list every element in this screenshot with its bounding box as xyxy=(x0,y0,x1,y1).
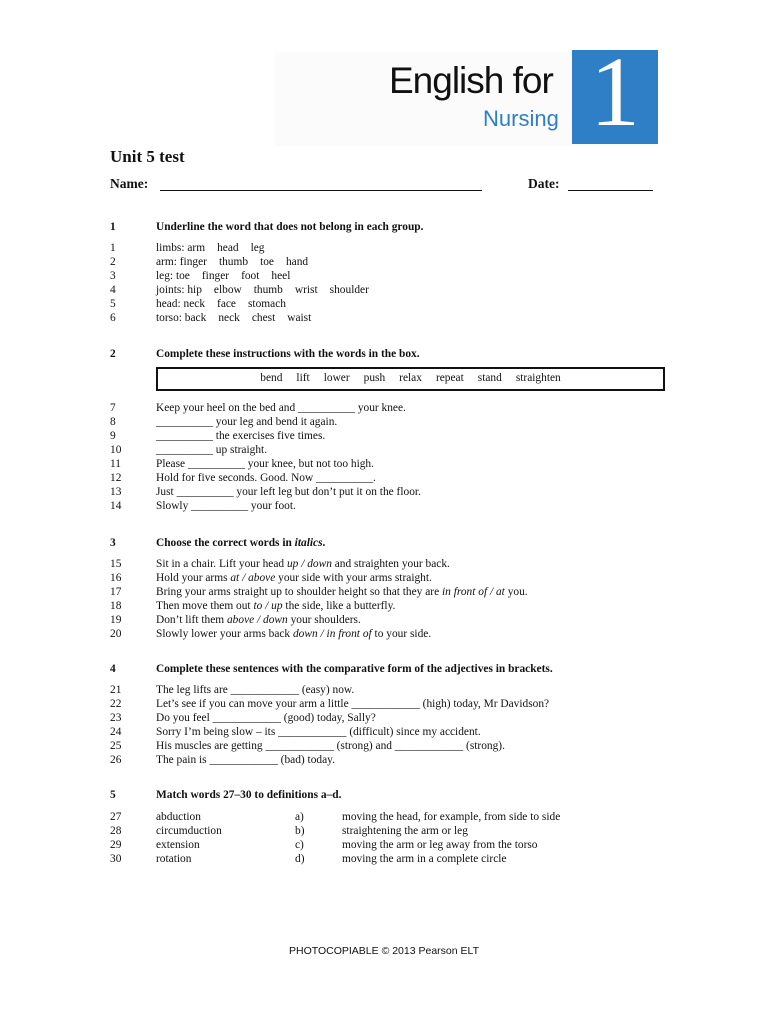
question-number: 15 xyxy=(110,558,122,570)
question-text[interactable]: Slowly __________ your foot. xyxy=(156,500,296,512)
question-text xyxy=(156,558,450,570)
question-number: 19 xyxy=(110,614,122,626)
word-option[interactable]: finger xyxy=(201,270,230,282)
box-word: push xyxy=(363,372,386,384)
question-number: 9 xyxy=(110,430,116,442)
question-number: 30 xyxy=(110,853,122,865)
question-number: 16 xyxy=(110,572,122,584)
group-label: limbs: xyxy=(156,242,188,254)
question-number: 14 xyxy=(110,500,122,512)
word-option[interactable]: back xyxy=(184,312,207,324)
word-option[interactable]: arm xyxy=(187,242,206,254)
question-text xyxy=(156,600,395,612)
sentence-end: your shoulders. xyxy=(287,614,361,626)
question-number: 12 xyxy=(110,472,122,484)
word-option[interactable]: elbow xyxy=(213,284,242,296)
question-number: 1 xyxy=(110,242,116,254)
choice-options[interactable]: up / down xyxy=(286,558,332,570)
question-number: 28 xyxy=(110,825,122,837)
question-number: 4 xyxy=(110,284,116,296)
sentence-start: Slowly lower your arms back xyxy=(156,628,293,640)
question-number: 11 xyxy=(110,458,121,470)
choice-options[interactable]: at / above xyxy=(230,572,276,584)
sentence-end: you. xyxy=(504,586,528,598)
match-word: abduction xyxy=(156,811,201,823)
definition-letter: a) xyxy=(295,811,304,823)
word-box xyxy=(156,367,665,391)
section-3-instruction xyxy=(156,537,325,549)
word-option[interactable]: toe xyxy=(260,256,274,268)
question-number: 3 xyxy=(110,270,116,282)
question-number: 18 xyxy=(110,600,122,612)
question-text xyxy=(156,298,298,310)
match-word: extension xyxy=(156,839,200,851)
word-option[interactable]: leg xyxy=(250,242,265,254)
question-number: 10 xyxy=(110,444,122,456)
choice-options[interactable]: to / up xyxy=(253,600,283,612)
word-option[interactable]: toe xyxy=(175,270,190,282)
group-label: leg: xyxy=(156,270,176,282)
question-number: 17 xyxy=(110,586,122,598)
question-number: 5 xyxy=(110,298,116,310)
box-word: lower xyxy=(323,372,350,384)
box-word: relax xyxy=(399,372,422,384)
question-text[interactable]: Please __________ your knee, but not too high. xyxy=(156,458,374,470)
word-option[interactable]: waist xyxy=(287,312,312,324)
definition-text: straightening the arm or leg xyxy=(342,825,468,837)
word-option[interactable]: heel xyxy=(271,270,291,282)
sentence-start: Hold your arms xyxy=(156,572,231,584)
question-text[interactable]: The pain is ____________ (bad) today. xyxy=(156,754,335,766)
match-word: circumduction xyxy=(156,825,222,837)
box-word: stand xyxy=(477,372,502,384)
definition-letter: b) xyxy=(295,825,305,837)
word-box-words xyxy=(158,372,663,384)
name-label: Name: xyxy=(110,176,149,191)
question-number: 7 xyxy=(110,402,116,414)
question-number: 25 xyxy=(110,740,122,752)
question-text[interactable]: __________ up straight. xyxy=(156,444,268,456)
question-text xyxy=(156,270,302,282)
question-text[interactable]: Do you feel ____________ (good) today, Sally? xyxy=(156,712,376,724)
name-field[interactable] xyxy=(160,190,482,191)
question-text[interactable]: __________ the exercises five times. xyxy=(156,430,326,442)
question-text xyxy=(156,242,277,254)
question-text[interactable]: Sorry I’m being slow – its ____________ (difficult) since my accident. xyxy=(156,726,481,738)
question-number: 8 xyxy=(110,416,116,428)
logo-subtitle: Nursing xyxy=(483,106,559,131)
section-3-instruction-text: Choose the correct words in xyxy=(156,537,295,549)
logo-title: English for xyxy=(389,60,553,101)
group-label: torso: xyxy=(156,312,185,324)
question-text xyxy=(156,572,432,584)
word-option[interactable]: face xyxy=(217,298,236,310)
section-5-instruction: Match words 27–30 to definitions a–d. xyxy=(156,789,342,801)
group-label: arm: xyxy=(156,256,180,268)
sentence-start: Don’t lift them xyxy=(156,614,227,626)
section-2-instruction: Complete these instructions with the words in the box. xyxy=(156,348,420,360)
question-number: 23 xyxy=(110,712,122,724)
word-option[interactable]: hand xyxy=(285,256,309,268)
question-text[interactable]: His muscles are getting ____________ (strong) and ____________ (strong). xyxy=(156,740,505,752)
sentence-end: and straighten your back. xyxy=(331,558,450,570)
choice-options[interactable]: down / in front of xyxy=(292,628,372,640)
question-number: 2 xyxy=(110,256,116,268)
question-text[interactable]: Let’s see if you can move your arm a little ____________ (high) today, Mr Davidson? xyxy=(156,698,550,710)
question-text xyxy=(156,586,528,598)
sentence-start: Sit in a chair. Lift your head xyxy=(156,558,287,570)
question-text xyxy=(156,256,320,268)
sentence-start: Then move them out xyxy=(156,600,254,612)
question-text xyxy=(156,628,431,640)
box-word: lift xyxy=(296,372,310,384)
section-2-number: 2 xyxy=(110,348,116,360)
page-title: Unit 5 test xyxy=(110,147,185,166)
section-4-instruction: Complete these sentences with the comparative form of the adjectives in brackets. xyxy=(156,663,553,675)
sentence-end: your side with your arms straight. xyxy=(275,572,432,584)
section-1-number: 1 xyxy=(110,221,116,233)
box-word: repeat xyxy=(435,372,464,384)
section-3-number: 3 xyxy=(110,537,116,549)
question-number: 26 xyxy=(110,754,122,766)
sentence-end: to your side. xyxy=(371,628,432,640)
word-option[interactable]: wrist xyxy=(294,284,318,296)
word-option[interactable]: neck xyxy=(218,312,240,324)
word-option[interactable]: thumb xyxy=(218,256,249,268)
word-option[interactable]: head xyxy=(217,242,239,254)
section-4-number: 4 xyxy=(110,663,116,675)
question-text xyxy=(156,284,381,296)
question-text xyxy=(156,312,323,324)
question-text[interactable]: The leg lifts are ____________ (easy) now. xyxy=(156,684,355,696)
date-label: Date: xyxy=(528,176,560,191)
section-5-number: 5 xyxy=(110,789,116,801)
question-number: 24 xyxy=(110,726,122,738)
question-number: 22 xyxy=(110,698,122,710)
definition-letter: d) xyxy=(295,853,305,865)
section-3-instruction-end: . xyxy=(322,537,326,549)
box-word: bend xyxy=(260,372,283,384)
question-text[interactable]: Keep your heel on the bed and __________ your knee. xyxy=(156,402,406,414)
question-text xyxy=(156,614,361,626)
choice-options[interactable]: in front of / at xyxy=(441,586,505,598)
question-text[interactable]: Just __________ your left leg but don’t put it on the floor. xyxy=(156,486,421,498)
definition-text: moving the arm in a complete circle xyxy=(342,853,507,865)
definition-letter: c) xyxy=(295,839,304,851)
question-text[interactable]: Hold for five seconds. Good. Now __________. xyxy=(156,472,376,484)
word-option[interactable]: chest xyxy=(251,312,276,324)
section-3-instruction-italic: italics xyxy=(294,537,323,549)
sentence-start: Bring your arms straight up to shoulder height so that they are xyxy=(156,586,442,598)
footer-copyright: PHOTOCOPIABLE © 2013 Pearson ELT xyxy=(288,945,479,957)
match-word: rotation xyxy=(156,853,192,865)
word-option[interactable]: neck xyxy=(183,298,206,310)
word-option[interactable]: thumb xyxy=(253,284,283,296)
definition-text: moving the arm or leg away from the torso xyxy=(342,839,538,851)
question-number: 13 xyxy=(110,486,122,498)
box-word: straighten xyxy=(515,372,561,384)
question-number: 20 xyxy=(110,628,122,640)
question-number: 21 xyxy=(110,684,122,696)
word-option[interactable]: foot xyxy=(241,270,260,282)
choice-options[interactable]: above / down xyxy=(226,614,288,626)
definition-text: moving the head, for example, from side to side xyxy=(342,811,561,823)
date-field[interactable] xyxy=(568,190,653,191)
question-number: 27 xyxy=(110,811,122,823)
section-1-instruction: Underline the word that does not belong in each group. xyxy=(156,221,424,233)
word-option[interactable]: stomach xyxy=(248,298,286,310)
word-option[interactable]: hip xyxy=(187,284,202,296)
logo-number: 1 xyxy=(590,36,640,147)
word-option[interactable]: shoulder xyxy=(329,284,369,296)
sentence-end: the side, like a butterfly. xyxy=(282,600,396,612)
group-label: head: xyxy=(156,298,184,310)
group-label: joints: xyxy=(156,284,188,296)
question-number: 6 xyxy=(110,312,116,324)
question-text[interactable]: __________ your leg and bend it again. xyxy=(156,416,338,428)
word-option[interactable]: finger xyxy=(179,256,207,268)
question-number: 29 xyxy=(110,839,122,851)
